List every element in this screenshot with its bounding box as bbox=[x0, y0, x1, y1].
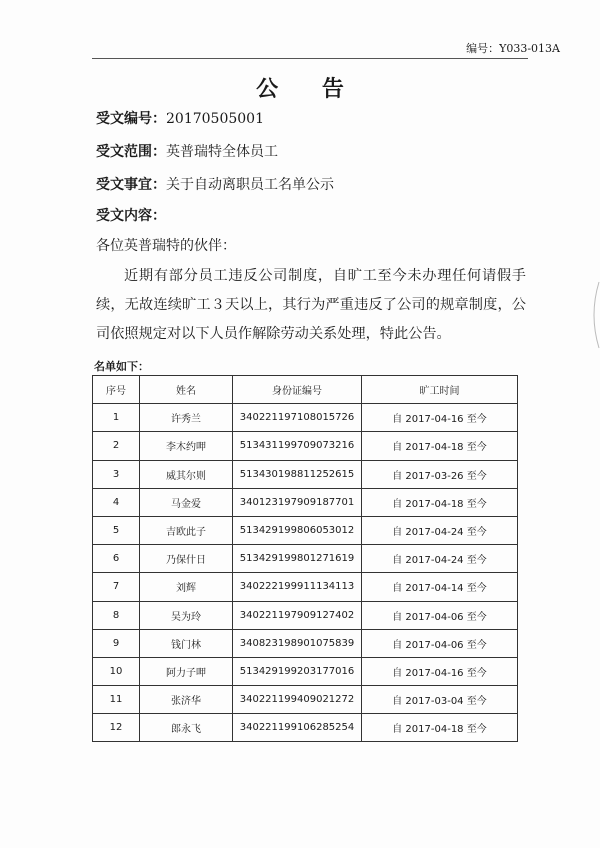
cell-index: 5 bbox=[93, 516, 140, 544]
cell-index: 10 bbox=[93, 657, 140, 685]
cell-index: 8 bbox=[93, 601, 140, 629]
announcement-body: 近期有部分员工违反公司制度，自旷工至今未办理任何请假手续，无故连续旷工３天以上，其行为严重违反了公司的规章制度，公司依照规定对以下人员作解除劳动关系处理，特此公告。 bbox=[96, 268, 526, 342]
cell-index: 7 bbox=[93, 573, 140, 601]
table-row bbox=[93, 488, 518, 516]
cell-id-number: 513429199801271619 bbox=[233, 545, 362, 573]
field-subject bbox=[96, 174, 334, 194]
table-row bbox=[93, 629, 518, 657]
cell-id-number: 513429199806053012 bbox=[233, 516, 362, 544]
field-value: 英普瑞特全体员工 bbox=[166, 144, 278, 160]
table-body bbox=[93, 404, 518, 742]
cell-absence-date: 自 2017-04-24 至今 bbox=[362, 545, 518, 573]
cell-name: 吴为玲 bbox=[140, 601, 233, 629]
cell-name: 阿力子呷 bbox=[140, 657, 233, 685]
table-row bbox=[93, 601, 518, 629]
table-header-row bbox=[93, 376, 518, 404]
cell-id-number: 513429199203177016 bbox=[233, 657, 362, 685]
header-divider bbox=[92, 58, 528, 59]
cell-id-number: 340221197108015726 bbox=[233, 404, 362, 432]
cell-name: 钱门林 bbox=[140, 629, 233, 657]
table-row bbox=[93, 404, 518, 432]
table-row bbox=[93, 516, 518, 544]
cell-absence-date: 自 2017-04-18 至今 bbox=[362, 714, 518, 742]
employee-table bbox=[92, 375, 518, 742]
field-value: 20170505001 bbox=[166, 111, 264, 127]
cell-name: 张济华 bbox=[140, 686, 233, 714]
page-title: 公 告 bbox=[256, 76, 362, 102]
cell-index: 11 bbox=[93, 686, 140, 714]
cell-id-number: 513431199709073216 bbox=[233, 432, 362, 460]
column-header-name: 姓名 bbox=[140, 376, 233, 404]
field-label: 受文编号： bbox=[96, 111, 166, 127]
seal-edge-mark bbox=[586, 280, 600, 350]
cell-name: 吉欧此子 bbox=[140, 516, 233, 544]
cell-absence-date: 自 2017-04-18 至今 bbox=[362, 432, 518, 460]
table-row bbox=[93, 432, 518, 460]
field-scope bbox=[96, 141, 278, 161]
table-row bbox=[93, 545, 518, 573]
cell-absence-date: 自 2017-03-26 至今 bbox=[362, 460, 518, 488]
cell-index: 1 bbox=[93, 404, 140, 432]
table-row bbox=[93, 686, 518, 714]
cell-index: 3 bbox=[93, 460, 140, 488]
cell-name: 威其尔则 bbox=[140, 460, 233, 488]
cell-name: 刘辉 bbox=[140, 573, 233, 601]
cell-index: 6 bbox=[93, 545, 140, 573]
cell-absence-date: 自 2017-04-16 至今 bbox=[362, 404, 518, 432]
cell-absence-date: 自 2017-04-24 至今 bbox=[362, 516, 518, 544]
cell-name: 郎永飞 bbox=[140, 714, 233, 742]
table-row bbox=[93, 573, 518, 601]
table-row bbox=[93, 714, 518, 742]
cell-absence-date: 自 2017-04-14 至今 bbox=[362, 573, 518, 601]
column-header-index: 序号 bbox=[93, 376, 140, 404]
cell-index: 9 bbox=[93, 629, 140, 657]
list-label: 名单如下： bbox=[94, 360, 149, 373]
cell-id-number: 340221199409021272 bbox=[233, 686, 362, 714]
cell-id-number: 340123197909187701 bbox=[233, 488, 362, 516]
column-header-absence: 旷工时间 bbox=[362, 376, 518, 404]
cell-id-number: 340823198901075839 bbox=[233, 629, 362, 657]
table-row bbox=[93, 657, 518, 685]
field-label: 受文内容： bbox=[96, 208, 166, 224]
cell-absence-date: 自 2017-04-06 至今 bbox=[362, 629, 518, 657]
cell-index: 12 bbox=[93, 714, 140, 742]
field-label: 受文范围： bbox=[96, 144, 166, 160]
cell-name: 李木约呷 bbox=[140, 432, 233, 460]
cell-absence-date: 自 2017-04-16 至今 bbox=[362, 657, 518, 685]
column-header-id: 身份证编号 bbox=[233, 376, 362, 404]
cell-absence-date: 自 2017-03-04 至今 bbox=[362, 686, 518, 714]
cell-index: 4 bbox=[93, 488, 140, 516]
cell-id-number: 340221197909127402 bbox=[233, 601, 362, 629]
cell-name: 乃保什日 bbox=[140, 545, 233, 573]
cell-name: 许秀兰 bbox=[140, 404, 233, 432]
table-row bbox=[93, 460, 518, 488]
cell-id-number: 513430198811252615 bbox=[233, 460, 362, 488]
document-number: 编号：Y033-013A bbox=[466, 42, 560, 55]
cell-name: 马金爱 bbox=[140, 488, 233, 516]
cell-id-number: 340221199106285254 bbox=[233, 714, 362, 742]
cell-absence-date: 自 2017-04-18 至今 bbox=[362, 488, 518, 516]
field-doc-id bbox=[96, 108, 264, 128]
field-content bbox=[96, 205, 166, 225]
cell-index: 2 bbox=[93, 432, 140, 460]
greeting: 各位英普瑞特的伙伴： bbox=[96, 238, 236, 254]
field-value: 关于自动离职员工名单公示 bbox=[166, 177, 334, 193]
cell-absence-date: 自 2017-04-06 至今 bbox=[362, 601, 518, 629]
cell-id-number: 340222199911134113 bbox=[233, 573, 362, 601]
field-label: 受文事宜： bbox=[96, 177, 166, 193]
